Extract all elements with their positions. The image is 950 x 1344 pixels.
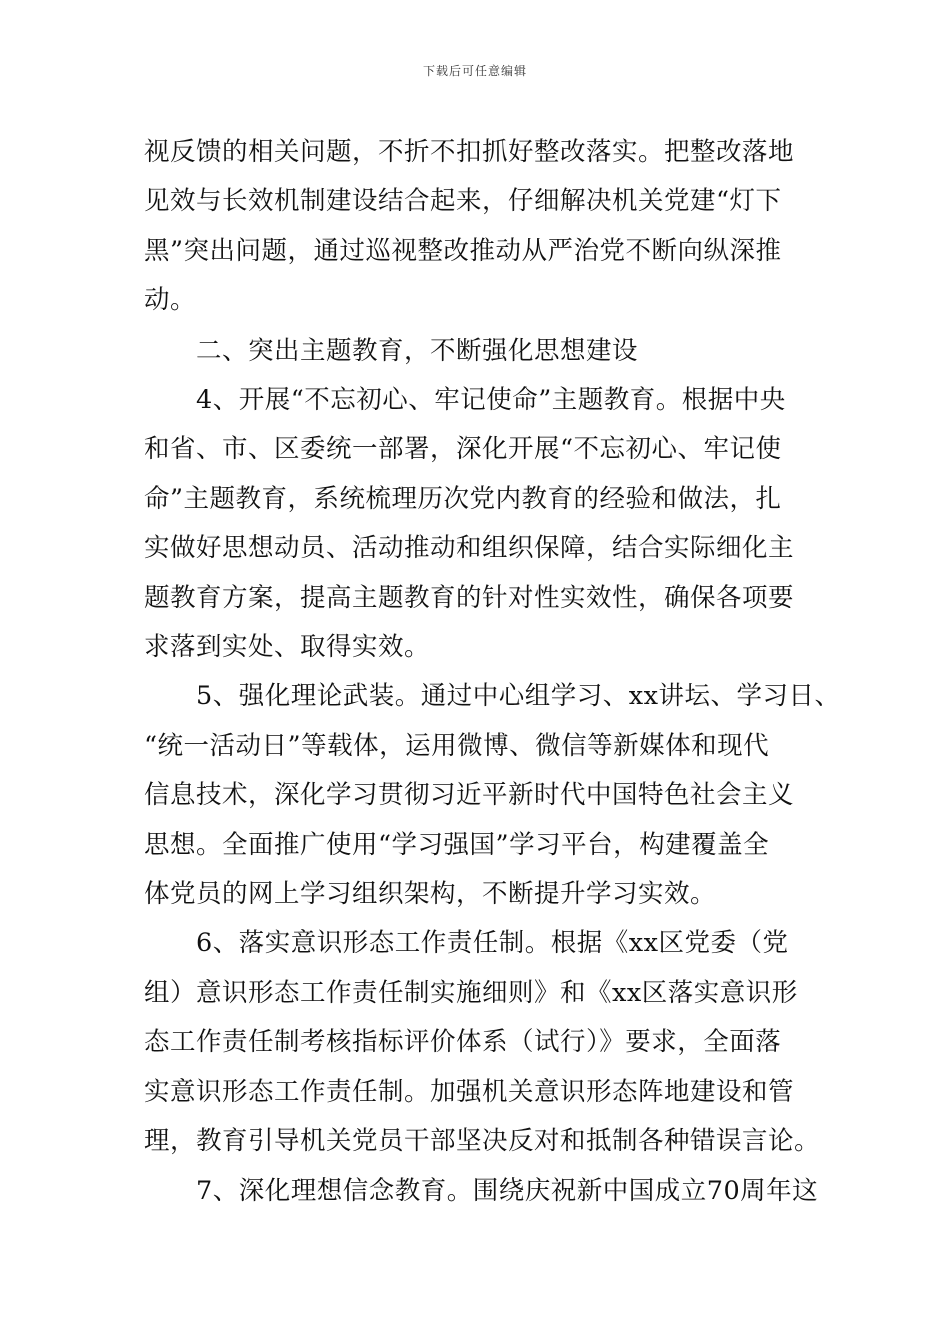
text-line: 和省、市、区委统一部署，深化开展“不忘初心、牢记使	[144, 434, 782, 464]
text-line: 态工作责任制考核指标评价体系（试行）》要求，全面落	[144, 1027, 782, 1057]
text-line: 实意识形态工作责任制。加强机关意识形态阵地建设和管	[144, 1077, 795, 1107]
text-line: 题教育方案，提高主题教育的针对性实效性，确保各项要	[144, 583, 795, 613]
text-line: 7、深化理想信念教育。围绕庆祝新中国成立70周年这	[144, 1176, 819, 1206]
text-line: 思想。全面推广使用“学习强国”学习平台，构建覆盖全	[144, 830, 770, 860]
section-heading: 二、突出主题教育，不断强化思想建设	[144, 336, 639, 366]
text-line: 实做好思想动员、活动推动和组织保障，结合实际细化主	[144, 533, 795, 563]
text-line: 组）意识形态工作责任制实施细则》和《xx区落实意识形	[144, 978, 798, 1008]
text-line: 4、开展“不忘初心、牢记使命”主题教育。根据中央	[144, 385, 786, 415]
text-line: 5、强化理论武装。通过中心组学习、xx讲坛、学习日、	[144, 681, 841, 711]
text-line: 求落到实处、取得实效。	[144, 632, 431, 662]
page-header: 下载后可任意编辑	[422, 64, 527, 78]
text-line: 体党员的网上学习组织架构，不断提升学习实效。	[144, 879, 717, 909]
text-line: 命”主题教育，系统梳理历次党内教育的经验和做法，扎	[144, 484, 782, 514]
text-line: 视反馈的相关问题，不折不扣抓好整改落实。把整改落地	[144, 137, 795, 167]
text-line: “统一活动日”等载体，运用微博、微信等新媒体和现代	[144, 731, 770, 761]
text-line: 信息技术，深化学习贯彻习近平新时代中国特色社会主义	[144, 780, 795, 810]
text-line: 动。	[144, 285, 197, 315]
text-line: 6、落实意识形态工作责任制。根据《xx区党委（党	[144, 928, 789, 958]
text-line: 黑”突出问题，通过巡视整改推动从严治党不断向纵深推	[144, 236, 782, 266]
text-line: 理，教育引导机关党员干部坚决反对和抵制各种错误言论。	[144, 1126, 821, 1156]
text-line: 见效与长效机制建设结合起来，仔细解决机关党建“灯下	[144, 186, 782, 216]
